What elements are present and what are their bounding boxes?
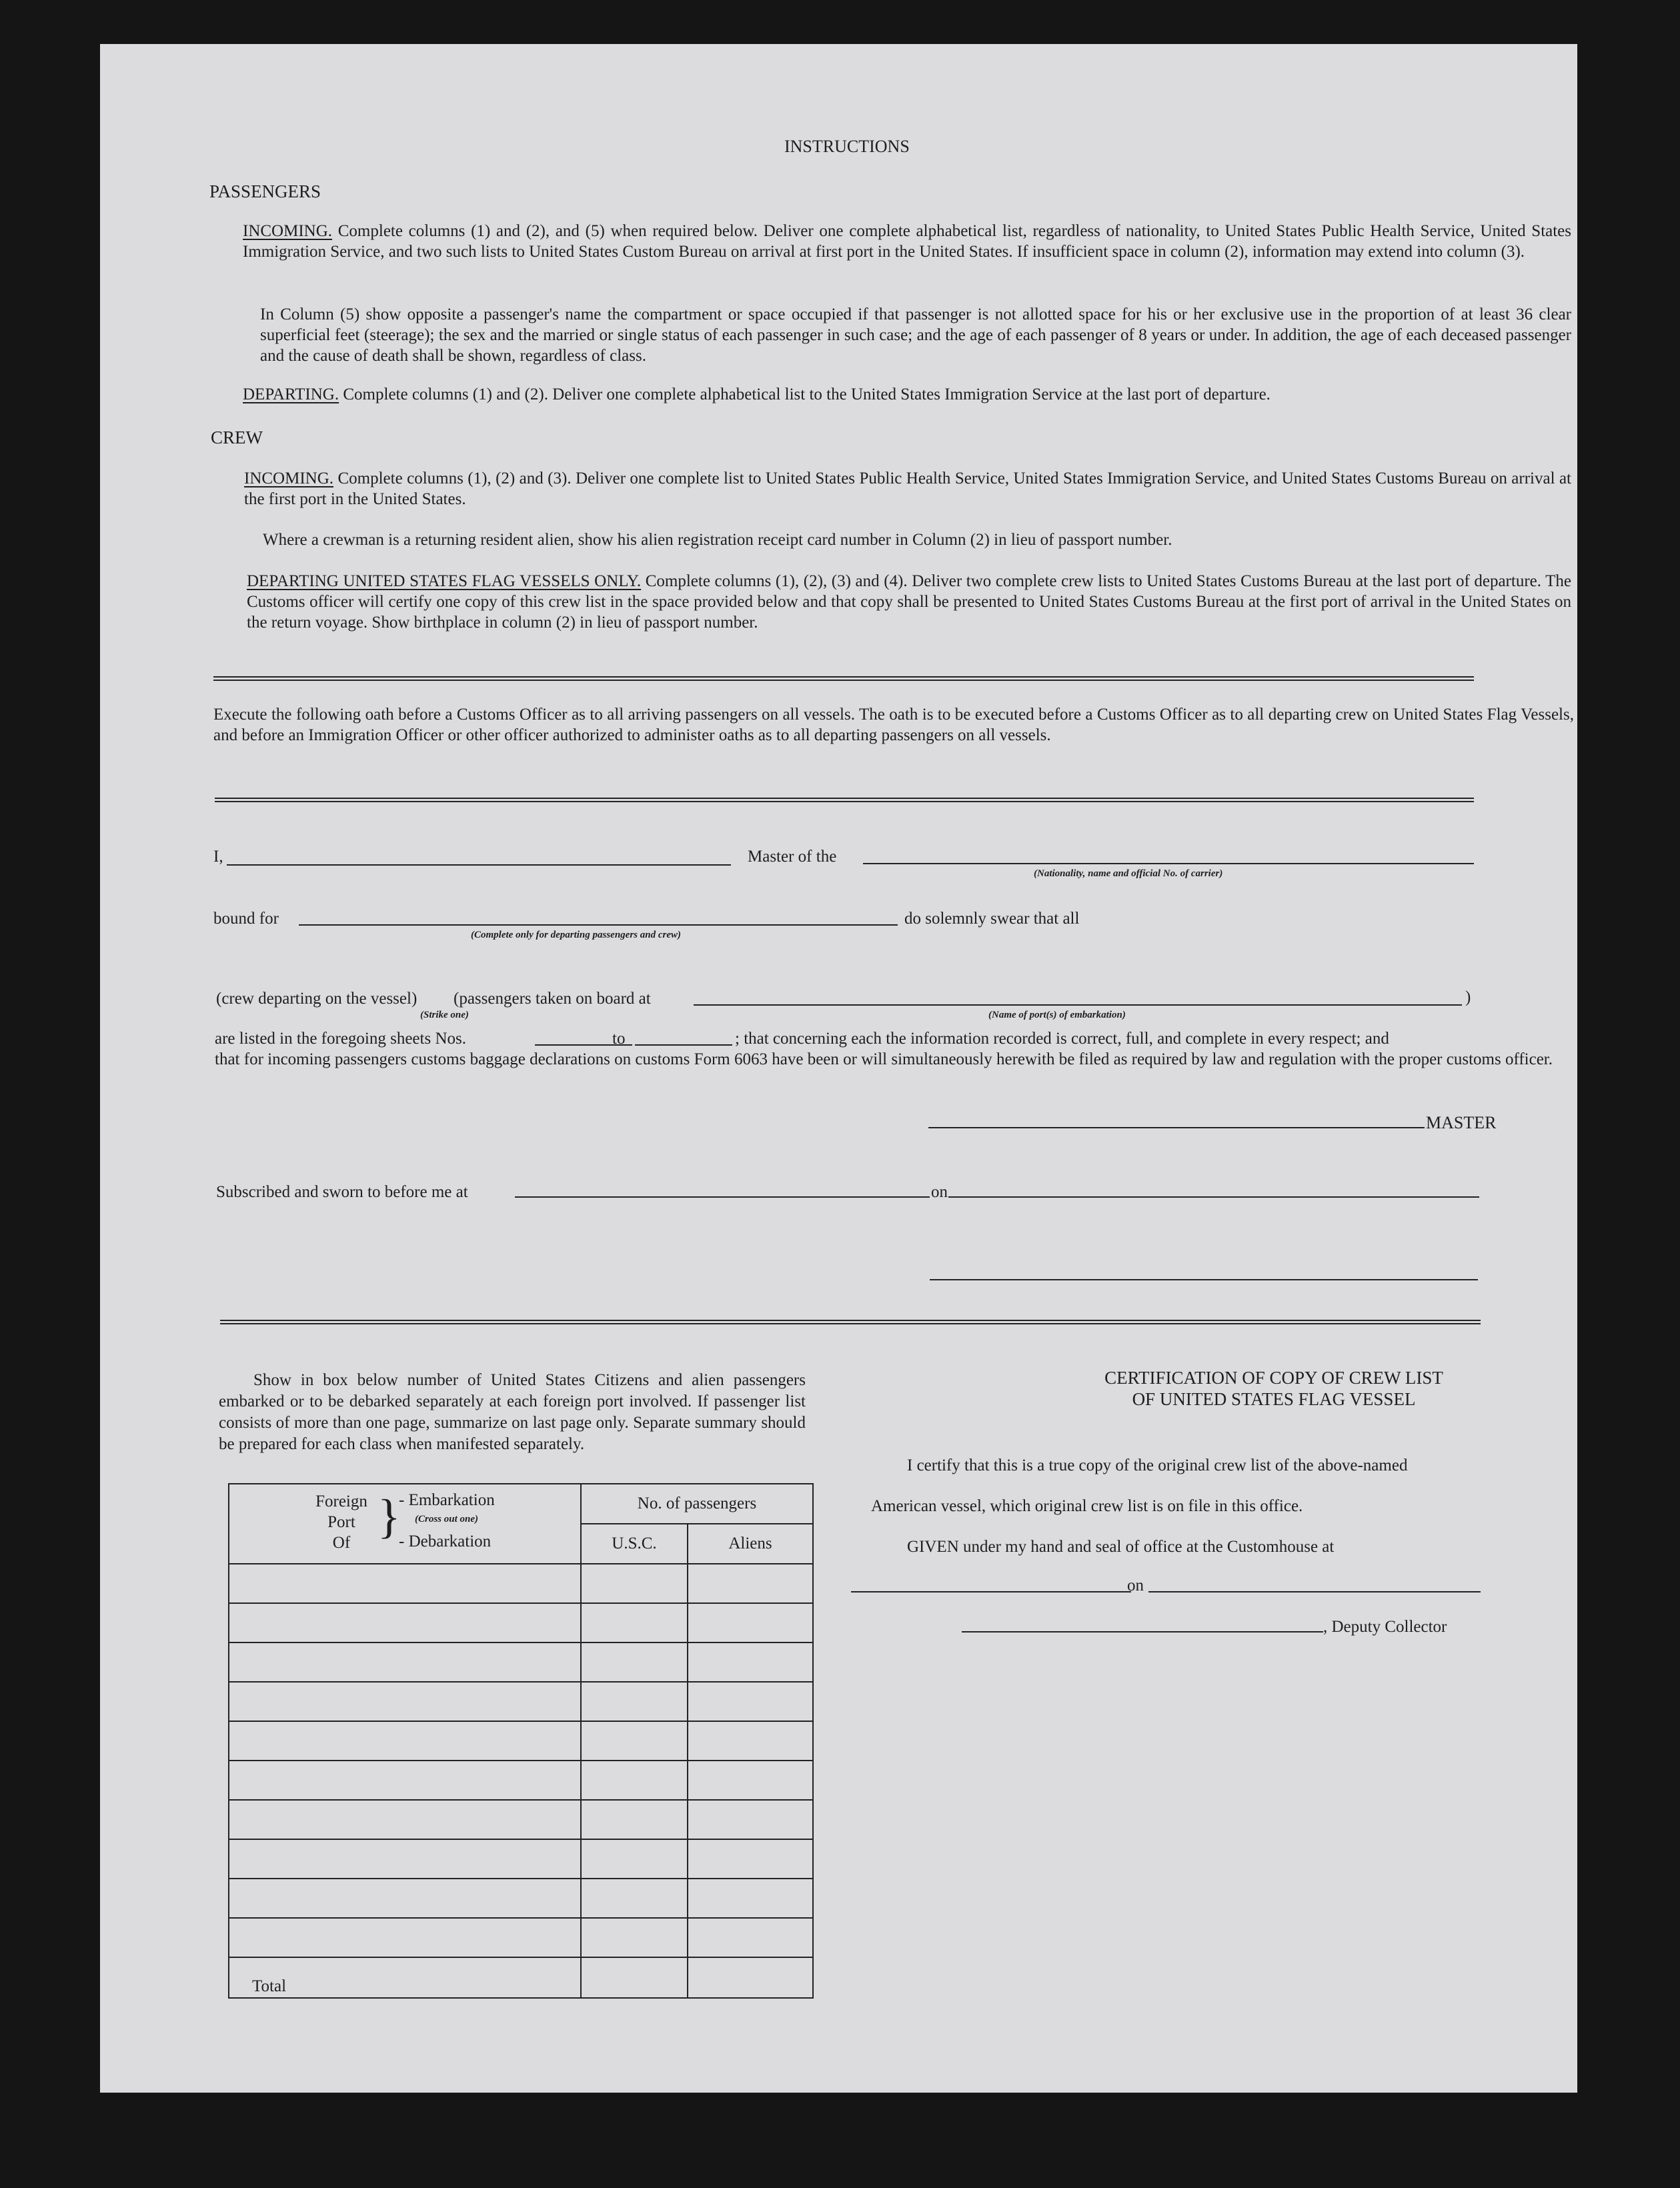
passengers-incoming-paragraph bbox=[243, 221, 1571, 262]
usc-cell[interactable] bbox=[581, 1721, 688, 1761]
port-cell[interactable] bbox=[229, 1682, 581, 1721]
passengers-departing-paragraph bbox=[243, 384, 1571, 405]
total-label: Total bbox=[229, 1957, 581, 1998]
usc-cell[interactable] bbox=[581, 1800, 688, 1839]
certification-title bbox=[974, 1367, 1574, 1410]
nationality-caption: (Nationality, name and official No. of carrier) bbox=[1034, 868, 1223, 879]
usc-cell[interactable] bbox=[581, 1879, 688, 1918]
table-row bbox=[229, 1918, 813, 1957]
usc-total-cell[interactable] bbox=[581, 1957, 688, 1998]
port-cell[interactable] bbox=[229, 1564, 581, 1603]
oath-i-label: I, bbox=[213, 848, 223, 866]
table-row bbox=[229, 1564, 813, 1603]
port-cell[interactable] bbox=[229, 1879, 581, 1918]
aliens-cell[interactable] bbox=[688, 1564, 813, 1603]
complete-only-caption: (Complete only for departing passengers and crew) bbox=[471, 930, 681, 940]
table-row bbox=[229, 1643, 813, 1682]
bound-for-field[interactable] bbox=[299, 924, 898, 926]
departing-label: DEPARTING. bbox=[243, 385, 339, 403]
given-text: GIVEN under my hand and seal of office at the Customhouse at bbox=[907, 1538, 1335, 1556]
master-name-field[interactable] bbox=[227, 864, 731, 866]
strike-one-caption: (Strike one) bbox=[420, 1010, 469, 1020]
master-signature-field[interactable] bbox=[928, 1127, 1425, 1128]
crew-incoming-text: Complete columns (1), (2) and (3). Deliver one complete list to United States Public Health Service, United States Immigration Service, and United States Customs Bureau on arrival at the first port in the United States. bbox=[244, 469, 1572, 508]
master-of-label: Master of the bbox=[748, 848, 837, 866]
officer-signature-field[interactable] bbox=[930, 1279, 1478, 1280]
customhouse-field[interactable] bbox=[851, 1591, 1131, 1592]
sworn-date-field[interactable] bbox=[948, 1196, 1479, 1198]
subscribed-label: Subscribed and sworn to before me at bbox=[216, 1183, 468, 1201]
debarkation-label: - Debarkation bbox=[399, 1532, 492, 1550]
table-row bbox=[229, 1721, 813, 1761]
divider-1 bbox=[213, 676, 1474, 681]
to-label: to bbox=[612, 1030, 626, 1048]
aliens-cell[interactable] bbox=[688, 1800, 813, 1839]
certify-line2: American vessel, which original crew list is on file in this office. bbox=[871, 1497, 1303, 1515]
table-row bbox=[229, 1603, 813, 1643]
column5-paragraph: In Column (5) show opposite a passenger's name the compartment or space occupied if that passenger is not allotted space for his or her exclusive use in the proportion of at least 36 clear superficial feet (steerage); the sex and the married or single status of each passenger in such case; and the age of each passenger of 8 years or under. In addition, the age of each deceased passenger and the cause of death shall be shown, regardless of class. bbox=[260, 305, 1571, 365]
master-label: MASTER bbox=[1426, 1113, 1497, 1132]
of-label: Of bbox=[332, 1534, 351, 1552]
foreign-label: Foreign bbox=[315, 1492, 367, 1510]
port-cell[interactable] bbox=[229, 1918, 581, 1957]
crew-incoming-label: INCOMING. bbox=[244, 469, 334, 487]
crewman-paragraph: Where a crewman is a returning resident alien, show his alien registration receipt card number in Column (2) in lieu of passport number. bbox=[263, 531, 1172, 549]
port-cell[interactable] bbox=[229, 1643, 581, 1682]
usc-cell[interactable] bbox=[581, 1761, 688, 1800]
certification-date-field[interactable] bbox=[1148, 1591, 1481, 1592]
sheets-label: are listed in the foregoing sheets Nos. bbox=[215, 1030, 466, 1048]
flag-vessels-paragraph bbox=[247, 571, 1571, 633]
flag-vessels-label: DEPARTING UNITED STATES FLAG VESSELS ONLY. bbox=[247, 572, 642, 590]
usc-header: U.S.C. bbox=[581, 1524, 688, 1564]
usc-cell[interactable] bbox=[581, 1643, 688, 1682]
aliens-cell[interactable] bbox=[688, 1721, 813, 1761]
divider-3 bbox=[220, 1320, 1481, 1324]
summary-instructions: Show in box below number of United States Citizens and alien passengers embarked or to be debarked separately at each foreign port involved. If passenger list consists of more than one page, summarize on last page only. Separate summary should be prepared for each class when manifested separately. bbox=[219, 1371, 806, 1453]
deputy-signature-field[interactable] bbox=[962, 1631, 1323, 1632]
aliens-cell[interactable] bbox=[688, 1839, 813, 1879]
passengers-heading: PASSENGERS bbox=[209, 181, 321, 201]
incoming-text: Complete columns (1) and (2), and (5) when required below. Deliver one complete alphabetical list, regardless of nationality, to United States Public Health Service, United States Immigration Service, and two such lists to United States Custom Bureau on arrival at first port in the United States. If insufficient space in column (2), information may extend into column (3). bbox=[243, 222, 1572, 261]
usc-cell[interactable] bbox=[581, 1839, 688, 1879]
aliens-cell[interactable] bbox=[688, 1682, 813, 1721]
table-row bbox=[229, 1800, 813, 1839]
embarkation-label: - Embarkation bbox=[399, 1491, 495, 1509]
close-paren: ) bbox=[1465, 988, 1471, 1006]
port-cell[interactable] bbox=[229, 1800, 581, 1839]
sheet-to-field[interactable] bbox=[635, 1044, 732, 1046]
crew-heading: CREW bbox=[211, 427, 263, 447]
aliens-cell[interactable] bbox=[688, 1761, 813, 1800]
port-label: Port bbox=[327, 1513, 355, 1531]
aliens-cell[interactable] bbox=[688, 1879, 813, 1918]
table-row bbox=[229, 1761, 813, 1800]
crew-incoming-paragraph bbox=[244, 468, 1571, 509]
execute-oath-paragraph: Execute the following oath before a Customs Officer as to all arriving passengers on all vessels. The oath is to be executed before a Customs Officer as to all departing crew on United States Flag Vessels, and before an Immigration Officer or other officer authorized to administer oaths as to all departing passengers on all vessels. bbox=[213, 706, 1574, 744]
table-row bbox=[229, 1682, 813, 1721]
sworn-on-label: on bbox=[931, 1183, 948, 1201]
total-row bbox=[229, 1957, 813, 1998]
departing-text: Complete columns (1) and (2). Deliver one complete alphabetical list to the United States Immigration Service at the last port of departure. bbox=[343, 385, 1271, 403]
sworn-place-field[interactable] bbox=[515, 1196, 930, 1198]
aliens-cell[interactable] bbox=[688, 1918, 813, 1957]
form-sheet bbox=[100, 44, 1577, 2093]
sheets-text-rest: ; that concerning each the information recorded is correct, full, and complete in every respect; and bbox=[735, 1030, 1389, 1048]
no-of-passengers-header: No. of passengers bbox=[581, 1484, 813, 1524]
incoming-label: INCOMING. bbox=[243, 222, 333, 240]
certify-line1: I certify that this is a true copy of the original crew list of the above-named bbox=[907, 1456, 1408, 1474]
cross-out-caption: (Cross out one) bbox=[415, 1514, 479, 1524]
port-cell[interactable] bbox=[229, 1603, 581, 1643]
aliens-cell[interactable] bbox=[688, 1643, 813, 1682]
table-row bbox=[229, 1839, 813, 1879]
aliens-cell[interactable] bbox=[688, 1603, 813, 1643]
carrier-field[interactable] bbox=[863, 863, 1474, 864]
certification-title-line2: OF UNITED STATES FLAG VESSEL bbox=[1132, 1389, 1416, 1409]
bound-for-label: bound for bbox=[213, 910, 279, 928]
instructions-title: INSTRUCTIONS bbox=[784, 137, 910, 156]
table-row bbox=[229, 1879, 813, 1918]
usc-cell[interactable] bbox=[581, 1682, 688, 1721]
aliens-total-cell[interactable] bbox=[688, 1957, 813, 1998]
baggage-declaration-text: that for incoming passengers customs baggage declarations on customs Form 6063 have been or will simultaneously herewith be filed as required by law and regulation with the proper customs officer. bbox=[215, 1050, 1553, 1068]
ports-caption: (Name of port(s) of embarkation) bbox=[988, 1010, 1126, 1020]
certification-on-label: on bbox=[1127, 1576, 1144, 1594]
embarkation-ports-field[interactable] bbox=[694, 1004, 1462, 1006]
port-cell[interactable] bbox=[229, 1839, 581, 1879]
swear-label: do solemnly swear that all bbox=[904, 910, 1080, 928]
port-cell[interactable] bbox=[229, 1721, 581, 1761]
usc-cell[interactable] bbox=[581, 1918, 688, 1957]
crew-departing-label: (crew departing on the vessel) bbox=[216, 990, 417, 1008]
usc-cell[interactable] bbox=[581, 1603, 688, 1643]
deputy-collector-label: , Deputy Collector bbox=[1323, 1618, 1447, 1636]
brace-glyph: } bbox=[377, 1490, 401, 1543]
aliens-header: Aliens bbox=[688, 1524, 813, 1564]
flag-vessels-text: Complete columns (1), (2), (3) and (4). Deliver two complete crew lists to United States Customs Bureau at the last port of departure. The Customs officer will certify one copy of this crew list in the space provided below and that copy shall be presented to United States Customs Bureau at the first port of arrival in the United States on the return voyage. Show birthplace in column (2) in lieu of passport number. bbox=[247, 572, 1571, 632]
divider-2 bbox=[215, 798, 1474, 802]
passengers-taken-label: (passengers taken on board at bbox=[454, 990, 651, 1008]
certification-title-line1: CERTIFICATION OF COPY OF CREW LIST bbox=[1104, 1368, 1443, 1388]
foreign-port-header bbox=[229, 1484, 581, 1564]
port-cell[interactable] bbox=[229, 1761, 581, 1800]
usc-cell[interactable] bbox=[581, 1564, 688, 1603]
passenger-summary-table bbox=[228, 1483, 814, 1999]
